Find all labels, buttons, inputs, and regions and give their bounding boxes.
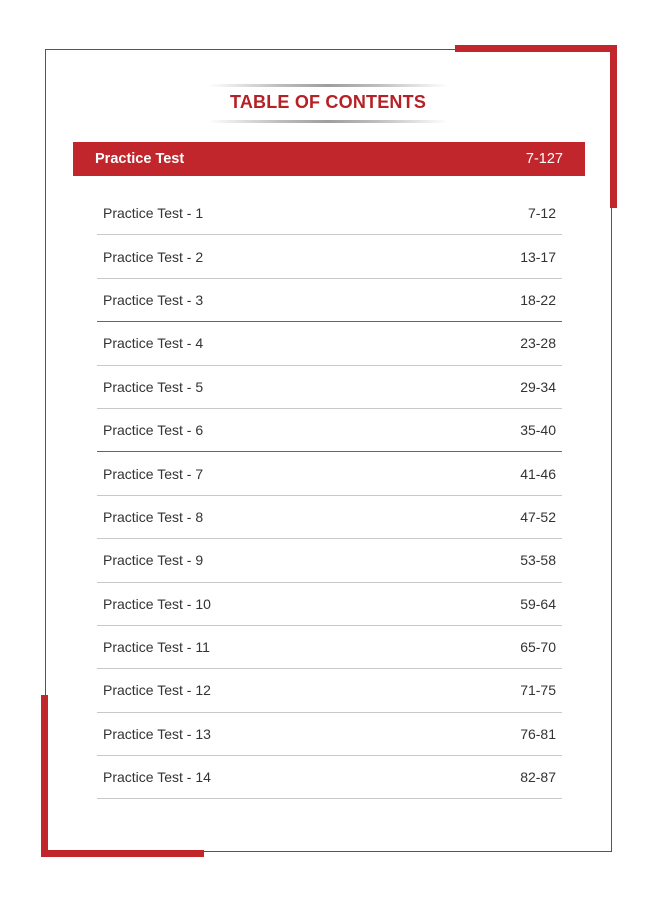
toc-entry[interactable] — [97, 539, 562, 582]
page-title: TABLE OF CONTENTS — [229, 92, 427, 112]
toc-title-block — [208, 84, 448, 124]
toc-entry-pages: 71-75 — [520, 682, 556, 699]
toc-entry-pages: 18-22 — [520, 291, 556, 308]
toc-entry[interactable] — [97, 496, 562, 539]
section-pages: 7-127 — [525, 151, 563, 167]
toc-entry[interactable] — [97, 583, 562, 626]
toc-entry-label: Practice Test - 3 — [103, 291, 204, 308]
toc-entry-pages: 23-28 — [520, 335, 556, 352]
toc-entry-label: Practice Test - 4 — [103, 335, 204, 352]
toc-entry-pages: 29-34 — [520, 378, 556, 395]
toc-entry-label: Practice Test - 8 — [103, 508, 204, 525]
section-label: Practice Test — [95, 151, 185, 167]
toc-entry-label: Practice Test - 10 — [103, 595, 211, 612]
toc-entry-label: Practice Test - 12 — [103, 682, 211, 699]
corner-accent-top — [455, 45, 616, 52]
corner-accent-bottom — [41, 850, 204, 857]
title-rule-top — [208, 84, 448, 87]
toc-entry-pages: 35-40 — [520, 422, 556, 439]
section-header[interactable] — [73, 142, 585, 176]
toc-entry-pages: 7-12 — [527, 205, 556, 222]
title-rule-bottom — [208, 120, 448, 123]
toc-entry[interactable] — [97, 452, 562, 495]
toc-entry[interactable] — [97, 713, 562, 756]
toc-entry-label: Practice Test - 6 — [103, 422, 204, 439]
toc-entry-label: Practice Test - 1 — [103, 205, 204, 222]
toc-entry-label: Practice Test - 11 — [103, 639, 210, 656]
toc-entry-label: Practice Test - 7 — [103, 465, 204, 482]
toc-list — [97, 192, 562, 799]
toc-entry[interactable] — [97, 322, 562, 365]
toc-entry[interactable] — [97, 756, 562, 799]
toc-entry-pages: 82-87 — [520, 769, 556, 786]
toc-entry-pages: 59-64 — [520, 595, 556, 612]
toc-entry[interactable] — [97, 235, 562, 278]
toc-entry[interactable] — [97, 366, 562, 409]
toc-entry-pages: 76-81 — [520, 725, 556, 742]
toc-entry-label: Practice Test - 13 — [103, 725, 211, 742]
toc-entry-label: Practice Test - 2 — [103, 248, 204, 265]
toc-entry[interactable] — [97, 409, 562, 452]
corner-accent-right — [610, 45, 617, 208]
toc-entry[interactable] — [97, 192, 562, 235]
toc-entry-label: Practice Test - 5 — [103, 378, 204, 395]
toc-entry[interactable] — [97, 279, 562, 322]
toc-entry-pages: 53-58 — [520, 552, 556, 569]
toc-entry-pages: 41-46 — [520, 465, 556, 482]
toc-entry-label: Practice Test - 14 — [103, 769, 211, 786]
toc-entry[interactable] — [97, 669, 562, 712]
toc-entry[interactable] — [97, 626, 562, 669]
toc-entry-pages: 13-17 — [520, 248, 556, 265]
toc-entry-pages: 47-52 — [520, 508, 556, 525]
toc-entry-pages: 65-70 — [520, 639, 556, 656]
toc-entry-label: Practice Test - 9 — [103, 552, 204, 569]
corner-accent-left — [41, 695, 48, 857]
